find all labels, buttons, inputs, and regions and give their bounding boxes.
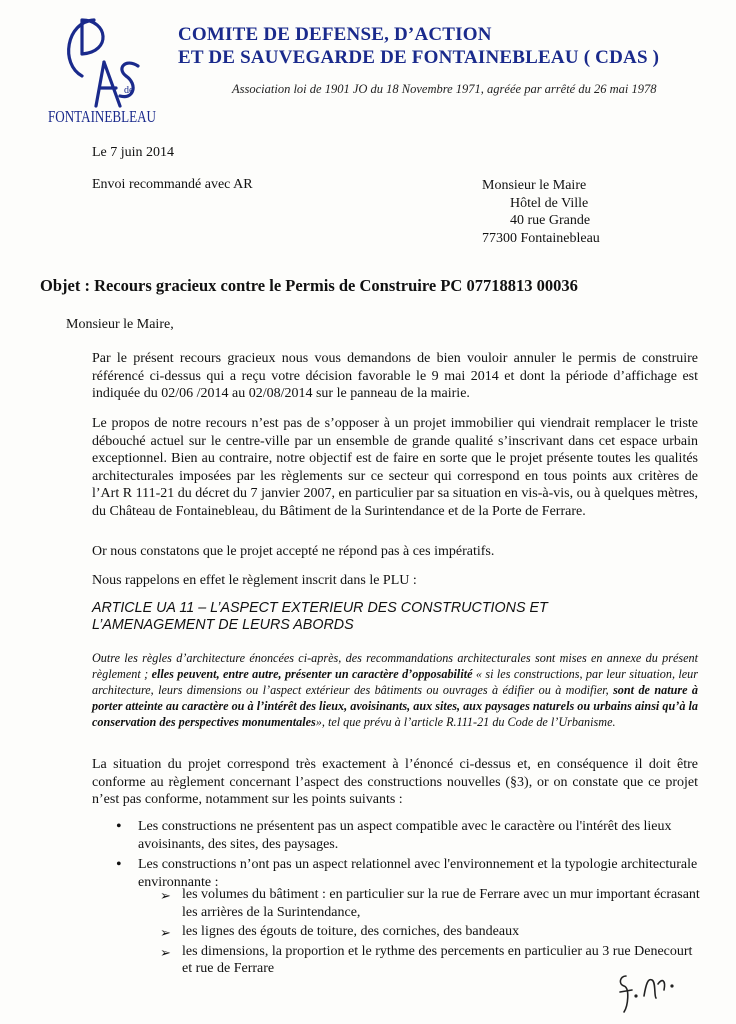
paragraph: Nous rappelons en effet le règlement inscrit dans le PLU : — [92, 573, 417, 588]
paragraph: Le propos de notre recours n’est pas de s’opposer à un projet immobilier qui viendrait remplacer le triste débouché actuel sur le centre-ville par un ensemble de grande qualité s’inscrivant dans cet espace urbain exceptionnel. Bien au contraire, notre objectif est de faire en sorte que le projet présente toutes les qualités architecturales imposées par les règlements sur ce secteur qui correspond en tous points aux critères de l’Art R 111-21 du décret du 7 janvier 2007, en particulier par sa situation en vis-à-vis, ou à quelques mètres, du Château de Fontainebleau, du Bâtiment de la Surintendance et de la Porte de Ferrare. — [92, 416, 698, 519]
quote-part: », tel que prévu à l’article R.111-21 du Code de l’Urbanisme. — [315, 715, 616, 729]
regulation-quote — [92, 650, 698, 730]
arrow-right-icon: ➢ — [160, 944, 171, 960]
recipient-line: 40 rue Grande — [510, 213, 591, 228]
recipient-address — [482, 177, 600, 247]
salutation: Monsieur le Maire, — [66, 317, 174, 332]
paragraph: Par le présent recours gracieux nous vous demandons de bien vouloir annuler le permis de construire référencé ci-dessus qui a reçu votre décision favorable le 9 mai 2014 et dont la période d’affichage est indiquée du 02/06 /2014 au 02/08/2014 sur le panneau de la mairie. — [92, 351, 698, 401]
association-info: Association loi de 1901 JO du 18 Novembre 1971, agréée par arrêté du 26 mai 1978 — [232, 82, 657, 96]
sub-list-text: les volumes du bâtiment : en particulier sur la rue de Ferrare avec un mur important écrasant les arrières de la Surintendance, — [182, 887, 700, 920]
arrow-right-icon: ➢ — [160, 888, 171, 903]
recipient-line: Monsieur le Maire — [482, 178, 587, 193]
list-item: • Les constructions ne présentent pas un aspect compatible avec le caractère ou l'intérêt des lieux avoisinants, des sites, des paysages. — [112, 818, 702, 853]
quote-part: « si les constructions, par leur situation, leur architecture, leurs dimensions ou l’aspect extérieur des bâtiments ou ouvrages à édifier ou à modifier, — [92, 667, 699, 697]
paragraph: Or nous constatons que le projet accepté ne répond pas à ces impératifs. — [92, 544, 495, 559]
header-title-line2: ET DE SAUVEGARDE DE FONTAINEBLEAU ( CDAS ) — [178, 47, 660, 68]
quote-part: Outre les règles d’architecture énoncées ci-après, des recommandations architecturales sont mises en annexe du présent règlement ; — [92, 651, 698, 681]
logo-city: FONTAINEBLEAU — [48, 107, 156, 126]
letter-subject: Objet : Recours gracieux contre le Permis de Construire PC 07718813 00036 — [40, 276, 578, 295]
list-item: • Les constructions n’ont pas un aspect relationnel avec l'environnement et la typologie architecturale environnante : — [112, 856, 702, 891]
sub-list-item — [160, 923, 705, 941]
recipient-line: Hôtel de Ville — [510, 195, 589, 211]
signature — [612, 966, 682, 1016]
bullet-list — [112, 818, 702, 894]
sub-list-text: les lignes des égouts de toiture, des corniches, des bandeaux — [182, 924, 520, 939]
quote-part-bold: elles peuvent, entre autre, présenter un caractère d’opposabilité — [151, 667, 473, 681]
paragraph: La situation du projet correspond très exactement à l’énoncé ci-dessus et, en conséquence il doit être conforme au règlement concernant l’aspect des constructions nouvelles (§3), or on constate que ce projet n’est pas conforme, notamment sur les points suivants : — [92, 757, 698, 807]
sub-list-text: les dimensions, la proportion et le rythme des percements en particulier au 3 rue Denecourt et rue de Ferrare — [182, 943, 693, 976]
quote-part-bold: sont de nature à porter atteinte au caractère ou à l’intérêt des lieux, avoisinants, aux sites, aux paysages naturels ou urbains ainsi qu’à la conservation des perspectives monumentales — [92, 683, 698, 729]
sub-list-item — [160, 886, 705, 921]
header-title-line1: COMITE DE DEFENSE, D’ACTION — [178, 24, 492, 45]
logo-de: de — [124, 85, 134, 96]
letter-date: Le 7 juin 2014 — [92, 145, 175, 160]
recipient-line: 77300 Fontainebleau — [482, 230, 600, 246]
arrow-right-icon: ➢ — [160, 925, 171, 940]
cdas-logo — [46, 14, 158, 126]
sending-method: Envoi recommandé avec AR — [92, 177, 253, 192]
article-title: ARTICLE UA 11 – L’ASPECT EXTERIEUR DES CONSTRUCTIONS ET L’AMENAGEMENT DE LEURS ABORDS — [92, 600, 548, 633]
